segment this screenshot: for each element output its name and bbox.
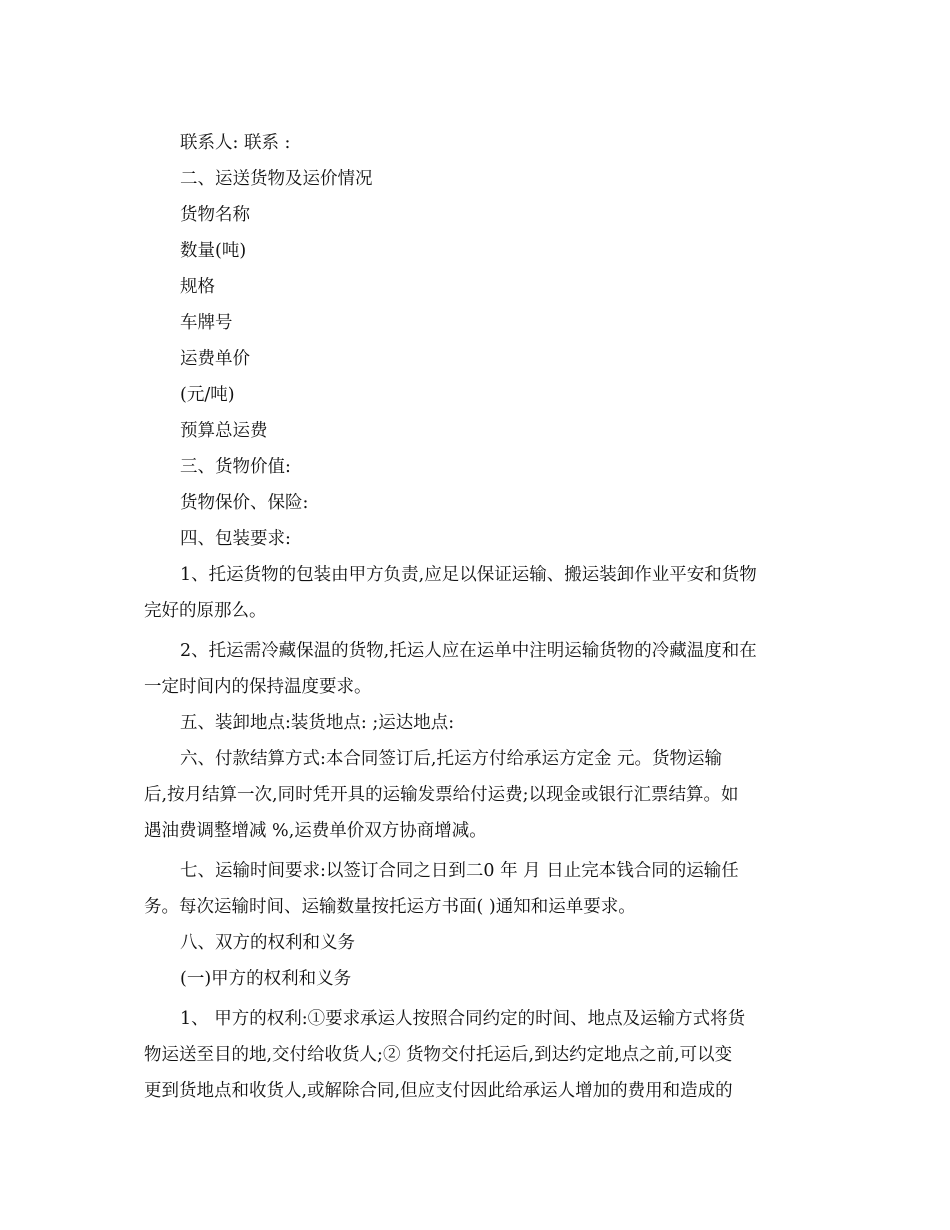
- paragraph-line: 一定时间内的保持温度要求。: [144, 677, 372, 697]
- section-heading: 二、运送货物及运价情况: [180, 169, 373, 189]
- paragraph-line: 六、付款结算方式:本合同签订后,托运方付给承运方定金 元。货物运输: [180, 749, 723, 769]
- paragraph-line: 2、托运需冷藏保温的货物,托运人应在运单中注明运输货物的冷藏温度和在: [180, 641, 757, 661]
- field-label: 数量(吨): [180, 241, 247, 261]
- field-label: 货物保价、保险:: [180, 493, 309, 513]
- paragraph-line: 后,按月结算一次,同时凭开具的运输发票给付运费;以现金或银行汇票结算。如: [144, 785, 739, 805]
- field-label: 规格: [180, 277, 215, 297]
- field-label: 运费单价: [180, 349, 250, 369]
- paragraph-line: 遇油费调整增减 %,运费单价双方协商增减。: [144, 821, 487, 841]
- field-label: 货物名称: [180, 205, 250, 225]
- section-heading: 五、装卸地点:装货地点: ;运达地点:: [180, 713, 455, 733]
- paragraph-line: 完好的原那么。: [144, 601, 267, 621]
- paragraph-line: 1、 甲方的权利:①要求承运人按照合同约定的时间、地点及运输方式将货: [180, 1009, 746, 1029]
- field-label: 车牌号: [180, 313, 233, 333]
- field-label: 预算总运费: [180, 421, 268, 441]
- paragraph-line: 七、运输时间要求:以签订合同之日到二0 年 月 日止完本钱合同的运输任: [180, 861, 739, 881]
- section-heading: 三、货物价值:: [180, 457, 291, 477]
- paragraph-line: 物运送至目的地,交付给收货人;② 货物交付托运后,到达约定地点之前,可以变: [144, 1045, 733, 1065]
- section-heading: 四、包装要求:: [180, 529, 291, 549]
- field-label: (元/吨): [180, 385, 235, 405]
- paragraph-line: 务。每次运输时间、运输数量按托运方书面( )通知和运单要求。: [144, 897, 636, 917]
- section-heading: 八、双方的权利和义务: [180, 933, 355, 953]
- paragraph-line: 更到货地点和收货人,或解除合同,但应支付因此给承运人增加的费用和造成的: [144, 1081, 733, 1101]
- contact-line: 联系人: 联系 :: [180, 133, 291, 153]
- subsection-heading: (一)甲方的权利和义务: [180, 969, 352, 989]
- paragraph-line: 1、托运货物的包装由甲方负责,应足以保证运输、搬运装卸作业平安和货物: [180, 565, 757, 585]
